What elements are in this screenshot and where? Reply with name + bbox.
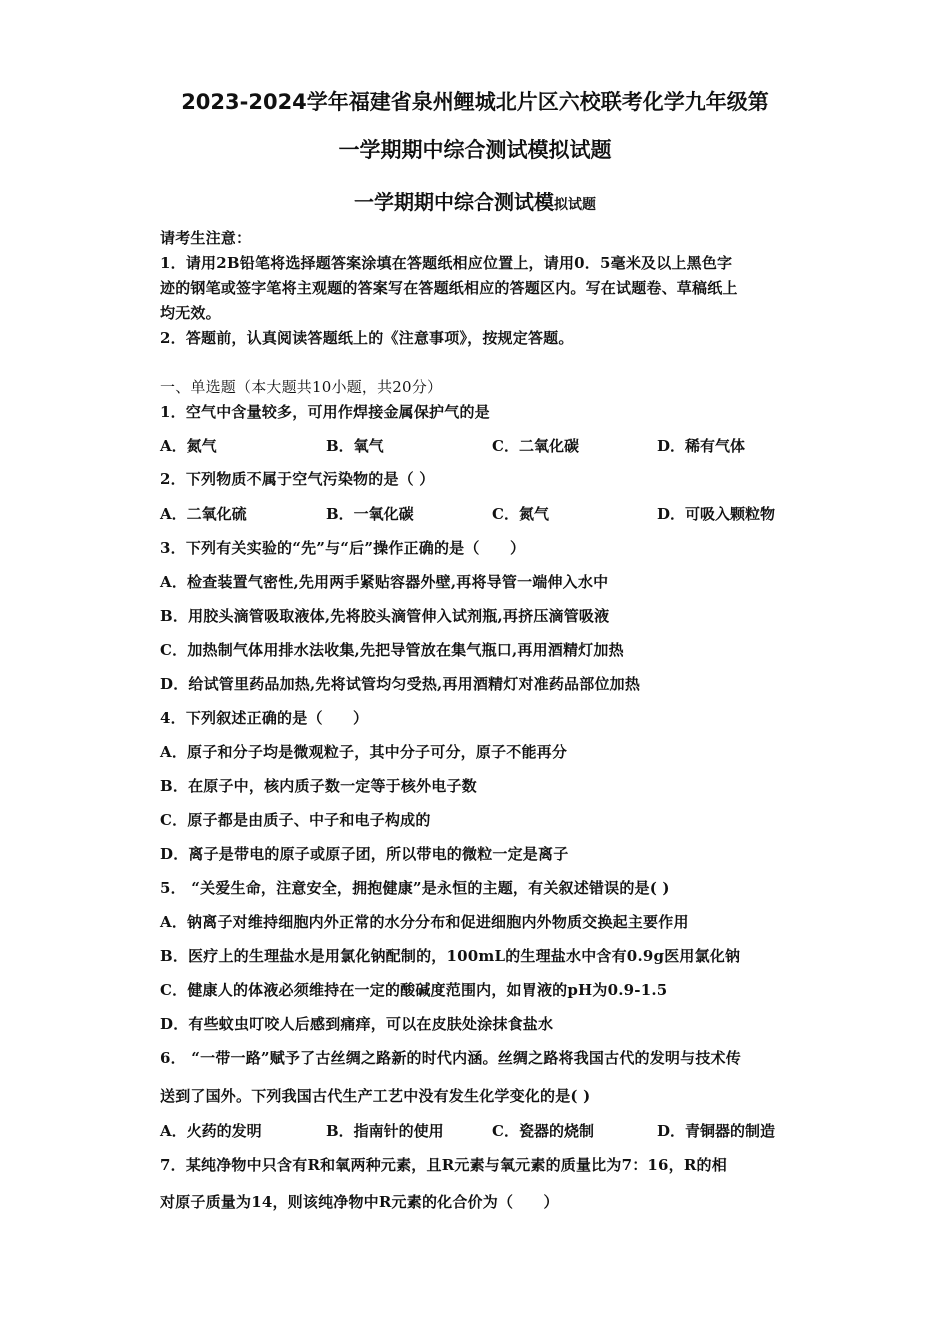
q3-option-a: A．检查装置气密性,先用两手紧贴容器外壁,再将导管一端伸入水中 — [160, 573, 609, 591]
q1-option-d: D．稀有气体 — [657, 437, 746, 455]
notice-item1-line3: 均无效。 — [160, 304, 221, 322]
document-title-line1: 2023-2024学年福建省泉州鲤城北片区六校联考化学九年级第 — [181, 90, 769, 114]
q2-options — [160, 504, 800, 524]
notice-heading: 请考生注意： — [160, 229, 252, 247]
q4-option-a: A．原子和分子均是微观粒子，其中分子可分，原子不能再分 — [160, 743, 568, 761]
q3-option-b: B．用胶头滴管吸取液体,先将胶头滴管伸入试剂瓶,再挤压滴管吸液 — [160, 607, 610, 625]
q6-stem-line1: 6． “一带一路”赋予了古丝绸之路新的时代内涵。丝绸之路将我国古代的发明与技术传 — [160, 1049, 741, 1067]
q5-stem: 5． “关爱生命，注意安全，拥抱健康”是永恒的主题，有关叙述错误的是( ) — [160, 879, 670, 897]
document-subtitle — [150, 186, 800, 215]
document-title-line2: 一学期期中综合测试模拟试题 — [338, 138, 612, 162]
subtitle-tail: 拟试题 — [554, 197, 596, 213]
q6-option-a: A．火药的发明 — [160, 1122, 262, 1140]
q6-option-c: C．瓷器的烧制 — [492, 1122, 594, 1140]
q2-stem: 2．下列物质不属于空气污染物的是（ ） — [160, 470, 435, 488]
q5-option-a: A．钠离子对维持细胞内外正常的水分分布和促进细胞内外物质交换起主要作用 — [160, 913, 689, 931]
section-heading: 一、单选题（本大题共10小题，共20分） — [160, 378, 443, 396]
q5-option-d: D．有些蚊虫叮咬人后感到痛痒，可以在皮肤处涂抹食盐水 — [160, 1015, 554, 1033]
q2-option-b: B．一氧化碳 — [326, 505, 414, 523]
q3-option-d: D．给试管里药品加热,先将试管均匀受热,再用酒精灯对准药品部位加热 — [160, 675, 641, 693]
q4-option-b: B．在原子中，核内质子数一定等于核外电子数 — [160, 777, 477, 795]
q2-option-a: A．二氧化硫 — [160, 505, 247, 523]
notice-item1-line1: 1．请用2B铅笔将选择题答案涂填在答题纸相应位置上，请用0．5毫米及以上黑色字 — [160, 254, 733, 272]
q6-options — [160, 1121, 800, 1141]
q4-option-d: D．离子是带电的原子或原子团，所以带电的微粒一定是离子 — [160, 845, 569, 863]
q5-option-b: B．医疗上的生理盐水是用氯化钠配制的，100mL的生理盐水中含有0.9g医用氯化钠 — [160, 947, 741, 965]
q6-stem-line2: 送到了国外。下列我国古代生产工艺中没有发生化学变化的是( ) — [160, 1087, 591, 1105]
q2-option-c: C．氮气 — [492, 505, 549, 523]
q1-option-a: A．氮气 — [160, 437, 217, 455]
q7-stem-line2: 对原子质量为14，则该纯净物中R元素的化合价为（ ） — [160, 1193, 559, 1211]
q3-stem: 3．下列有关实验的“先”与“后”操作正确的是（ ） — [160, 539, 526, 557]
q4-option-c: C．原子都是由质子、中子和电子构成的 — [160, 811, 431, 829]
q1-option-c: C．二氧化碳 — [492, 437, 579, 455]
q6-option-d: D．青铜器的制造 — [657, 1122, 776, 1140]
q1-option-b: B．氧气 — [326, 437, 384, 455]
notice-item2: 2．答题前，认真阅读答题纸上的《注意事项》，按规定答题。 — [160, 329, 574, 347]
q5-option-c: C．健康人的体液必须维持在一定的酸碱度范围内，如胃液的pH为0.9-1.5 — [160, 981, 668, 999]
q1-stem: 1．空气中含量较多，可用作焊接金属保护气的是 — [160, 403, 490, 421]
q6-option-b: B．指南针的使用 — [326, 1122, 444, 1140]
q4-stem: 4．下列叙述正确的是（ ） — [160, 709, 369, 727]
notice-item1-line2: 迹的钢笔或签字笔将主观题的答案写在答题纸相应的答题区内。写在试题卷、草稿纸上 — [160, 279, 738, 297]
q2-option-d: D．可吸入颗粒物 — [657, 505, 776, 523]
subtitle-main: 一学期期中综合测试模 — [354, 190, 554, 214]
q7-stem-line1: 7．某纯净物中只含有R和氧两种元素，且R元素与氧元素的质量比为7：16，R的相 — [160, 1156, 727, 1174]
q1-options — [160, 436, 800, 456]
q3-option-c: C．加热制气体用排水法收集,先把导管放在集气瓶口,再用酒精灯加热 — [160, 641, 624, 659]
